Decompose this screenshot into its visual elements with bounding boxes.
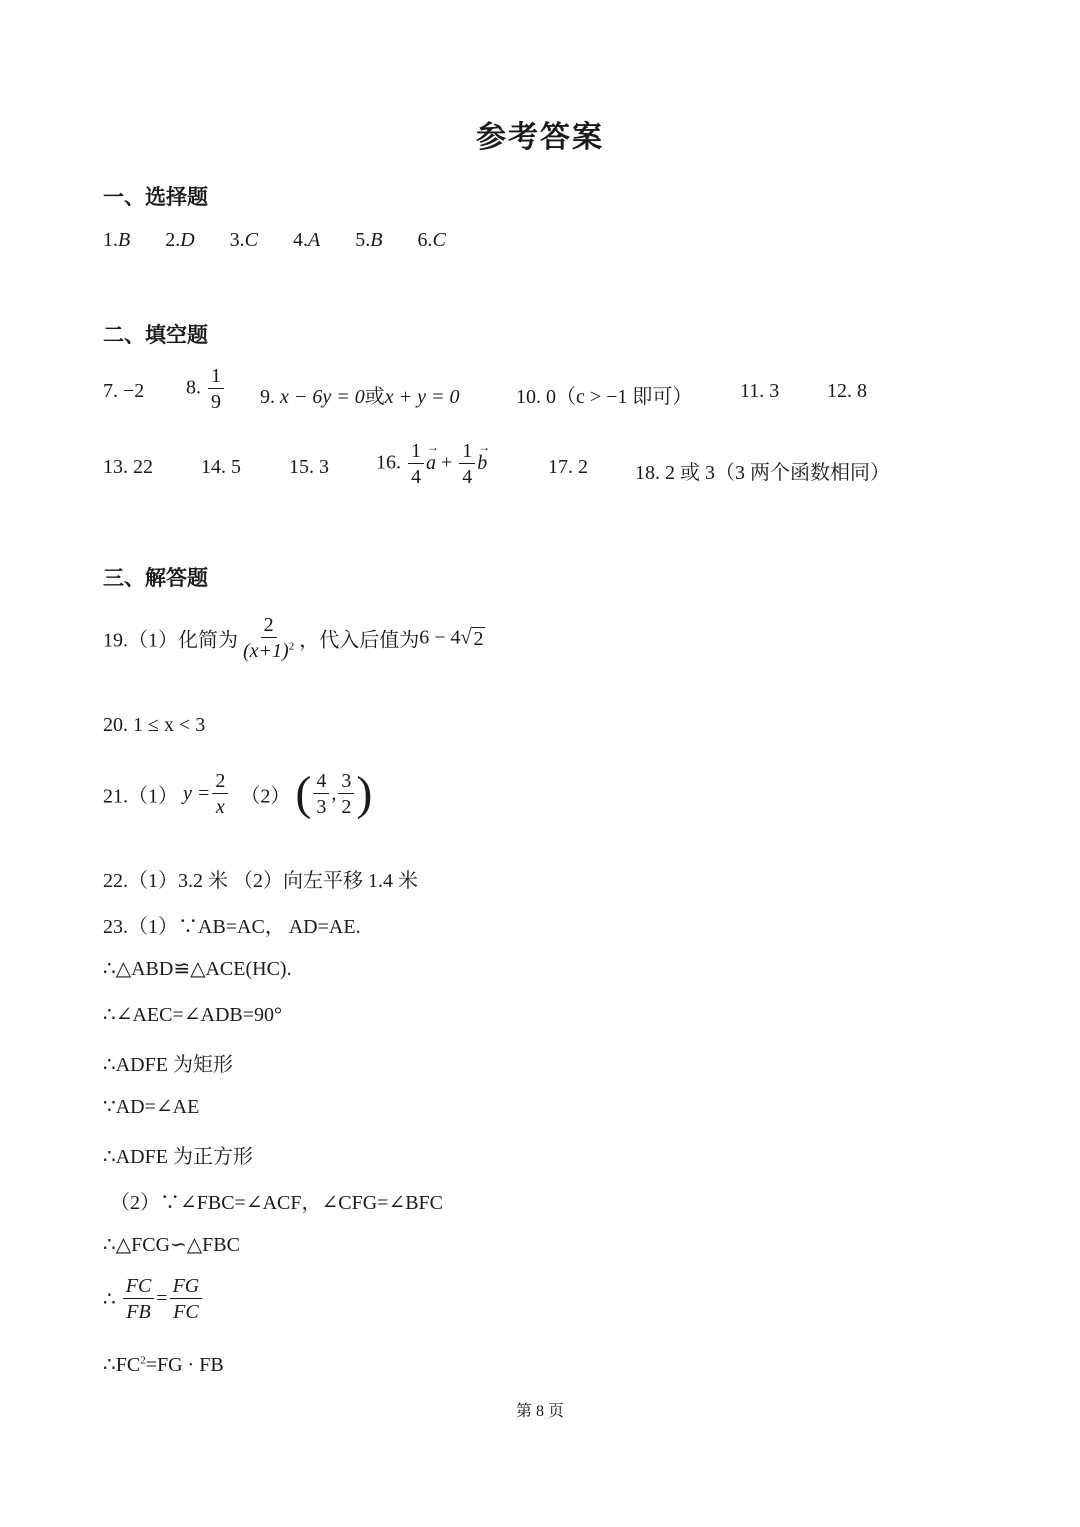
- page-title: 参考答案: [476, 121, 604, 154]
- fill-answer-11: 11. 3: [740, 380, 780, 402]
- section-heading-solve: 三、解答题: [103, 566, 208, 590]
- solve-answer-20: 20. 1 ≤ x < 3: [103, 714, 206, 736]
- mc-answer: 6.C: [417, 229, 446, 251]
- proof-line: ∴△FCG∽△FBC: [103, 1234, 240, 1256]
- proof-ratio-line: ∴ $\frac{FC}{FB}$ = $\frac{FG}{FC}$: [103, 1276, 204, 1322]
- section-heading-choice: 一、选择题: [103, 185, 208, 209]
- page-number: 第 8 页: [515, 1403, 564, 1420]
- fill-answer-10: 10. 0（c > −1 即可）: [516, 386, 693, 408]
- solve-answer-21: 21.（1） y = $\frac{2}{x}$ （2） ( $\frac{4}{3}$ , $\frac{3}{2}$ ): [103, 767, 373, 820]
- proof-line: ∴ADFE 为矩形: [103, 1054, 233, 1076]
- proof-line: ∴ADFE 为正方形: [103, 1146, 253, 1168]
- solve-answer-19: 19.（1）化简为 $\frac{2}{(x+1)^2}$ ，代入后值为6 − 4√ 2: [103, 614, 484, 662]
- proof-line: ∴∠AEC=∠ADB=90°: [103, 1004, 283, 1026]
- fill-answer-18: 18. 2 或 3（3 两个函数相同）: [635, 462, 890, 484]
- fill-answer-12: 12. 8: [827, 380, 867, 402]
- section-heading-fill: 二、填空题: [103, 323, 208, 347]
- solve-answer-22: 22.（1）3.2 米 （2）向左平移 1.4 米: [103, 870, 418, 892]
- proof-line-final: $\therefore FC^2=FG$ · FB: [103, 1354, 224, 1376]
- mc-answers-row: [103, 229, 446, 252]
- proof-line: ∴△ABD≌△ACE(HC).: [103, 958, 292, 980]
- mc-answer: 5.B: [355, 229, 383, 251]
- fill-answer-17: 17. 2: [548, 456, 588, 478]
- proof-line: 23.（1）∵AB=AC， AD=AE.: [103, 916, 361, 938]
- mc-answer: 3.C: [229, 229, 259, 251]
- fill-answer-13: 13. 22: [103, 456, 153, 478]
- proof-line: ∵AD=∠AE: [103, 1096, 200, 1118]
- mc-answer: 2.D: [165, 229, 195, 251]
- mc-answer: 4.A: [293, 229, 321, 251]
- proof-line: （2）∵∠FBC=∠ACF，∠CFG=∠BFC: [110, 1192, 444, 1214]
- fill-answer-7: 7. −2: [103, 380, 145, 402]
- fill-answer-16: 16. $\frac{1}{4}$ → a + $\frac{1}{4}$ → b: [376, 439, 491, 488]
- mc-answer: 1.B: [103, 229, 131, 251]
- fill-answer-8: 8. $\frac{1}{9}$: [186, 366, 226, 412]
- fill-answer-14: 14. 5: [201, 456, 241, 478]
- fill-answer-9: 9. x − 6y = 0或x + y = 0: [260, 386, 460, 408]
- fill-answer-15: 15. 3: [289, 456, 329, 478]
